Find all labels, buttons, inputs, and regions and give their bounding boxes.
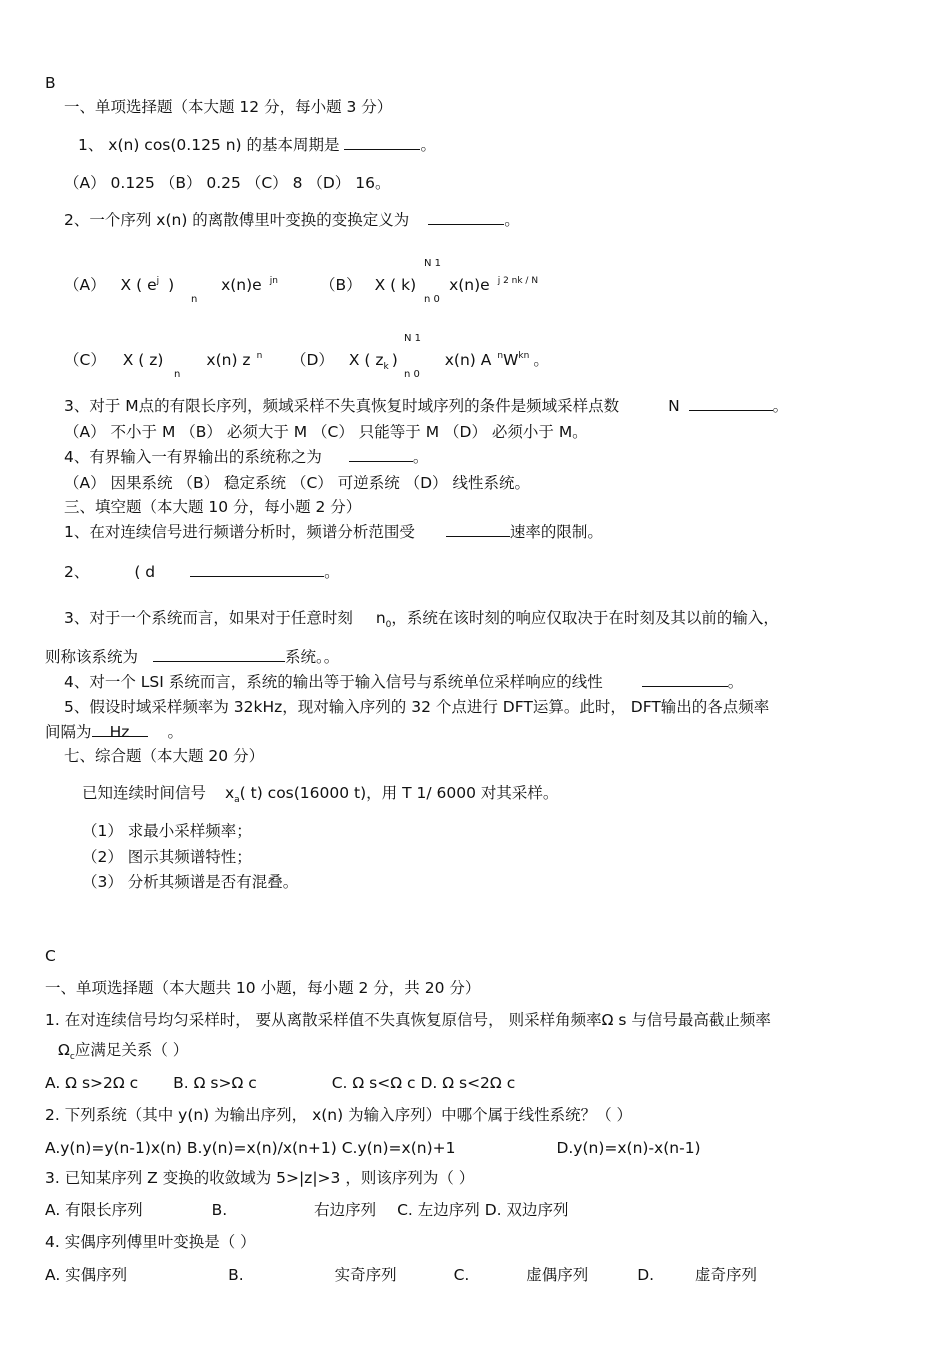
sum-upper: N 1 [424, 258, 442, 269]
c-q4-options: A. 实偶序列 B. 实奇序列 C. 虚偶序列 D. 虚奇序列 [45, 1266, 758, 1284]
b-c-item2: （2） 图示其频谱特性； [82, 848, 252, 866]
c-q1-cont: $\Omega_c$应满足关系（ ） [58, 1041, 189, 1062]
section-c1-heading: 一、单项选择题（本大题共 10 小题，每小题 2 分，共 20 分） [45, 979, 481, 997]
answer-blank [349, 447, 413, 462]
b-f3-cont: 则称该系统为 系统。。 [45, 648, 340, 666]
section-b-label: B [45, 74, 56, 92]
b-q3: 3、对于 M点的有限长序列，频域采样不失真恢复时域序列的条件是频域采样点数 N 。 [64, 397, 789, 415]
b-q2: 2、一个序列 x(n) 的离散傅里叶变换的变换定义为 。 [64, 211, 520, 229]
sum-lower: n 0 [424, 294, 440, 305]
answer-blank: Hz [92, 722, 148, 737]
b-q2-opt-c: （C） X ( z) x(n) z $^n$ [64, 351, 263, 369]
b-f2: 2、 ( d 。 [64, 563, 340, 581]
answer-blank [689, 396, 773, 411]
b-q2-opt-b: （B） X ( k) x(n)e $^{j 2 nk / N}$ [320, 276, 539, 294]
sum-index: n [174, 369, 181, 380]
b-q1: 1、 x(n) cos(0.125 n) 的基本周期是 。 [78, 136, 436, 154]
section-b7-heading: 七、综合题（本大题 20 分） [64, 747, 265, 765]
b-q2-opt-d: （D） X ( $z_k$ ) x(n) A $^nW^{kn}$ 。 [291, 351, 549, 372]
c-q1: 1. 在对连续信号均匀采样时， 要从离散采样值不失真恢复原信号， 则采样角频率Ω s 与信号最高截止频率 [45, 1011, 771, 1029]
c-q2-options: A.y(n)=y(n-1)x(n) B.y(n)=x(n)/x(n+1) C.y(n)=x(n)+1 D.y(n)=x(n)-x(n-1) [45, 1139, 701, 1157]
b-q1-stem: 1、 x(n) cos(0.125 n) 的基本周期是 [78, 136, 340, 154]
b-q1-options: （A） 0.125 （B） 0.25 （C） 8 （D） 16。 [64, 174, 391, 192]
b-c-stem: 已知连续时间信号 $x_a$( t) cos(16000 t)，用 T 1/ 6000 对其采样。 [82, 784, 559, 805]
answer-blank [428, 210, 504, 225]
c-q3: 3. 已知某序列 Z 变换的收敛域为 5>|z|>3 ，则该序列为（ ） [45, 1169, 475, 1187]
answer-blank [446, 522, 510, 537]
answer-blank [190, 562, 324, 577]
sum-index: n [191, 294, 198, 305]
c-q4: 4. 实偶序列傅里叶变换是（ ） [45, 1233, 256, 1251]
sum-lower: n 0 [404, 369, 420, 380]
c-q3-options: A. 有限长序列 B. 右边序列 C. 左边序列 D. 双边序列 [45, 1201, 569, 1219]
b-q4-options: （A） 因果系统 （B） 稳定系统 （C） 可逆系统 （D） 线性系统。 [64, 474, 530, 492]
c-q1-options: A. Ω s>2Ω c B. Ω s>Ω c C. Ω s<Ω c D. Ω s<2Ω c [45, 1074, 516, 1092]
b-q2-opt-a: （A） X ( $e^j$ ) x(n)e $^{jn}$ [64, 276, 278, 294]
section-b3-heading: 三、填空题（本大题 10 分，每小题 2 分） [64, 498, 362, 516]
section-b1-heading: 一、单项选择题（本大题 12 分，每小题 3 分） [64, 98, 393, 116]
b-f5: 5、假设时域采样频率为 32kHz，现对输入序列的 32 个点进行 DFT运算。此时， DFT输出的各点频率 [64, 698, 770, 716]
b-f5-cont: 间隔为 Hz 。 [45, 723, 184, 741]
b-f1: 1、在对连续信号进行频谱分析时，频谱分析范围受 速率的限制。 [64, 523, 603, 541]
sum-upper: N 1 [404, 333, 422, 344]
b-q3-options: （A） 不小于 M （B） 必须大于 M （C） 只能等于 M （D） 必须小于 M。 [64, 423, 588, 441]
section-c-label: C [45, 947, 56, 965]
b-f3: 3、对于一个系统而言，如果对于任意时刻 $n_0$，系统在该时刻的响应仅取决于在时刻及其以前的输入， [64, 609, 779, 630]
b-q4: 4、有界输入一有界输出的系统称之为 。 [64, 448, 429, 466]
answer-blank [153, 647, 285, 662]
answer-blank [642, 672, 728, 687]
b-c-item1: （1） 求最小采样频率； [82, 822, 252, 840]
answer-blank [344, 135, 420, 150]
c-q2: 2. 下列系统（其中 y(n) 为输出序列， x(n) 为输入序列）中哪个属于线性系统？（ ） [45, 1106, 633, 1124]
b-f4: 4、对一个 LSI 系统而言，系统的输出等于输入信号与系统单位采样响应的线性 。 [64, 673, 744, 691]
b-c-item3: （3） 分析其频谱是否有混叠。 [82, 873, 299, 891]
